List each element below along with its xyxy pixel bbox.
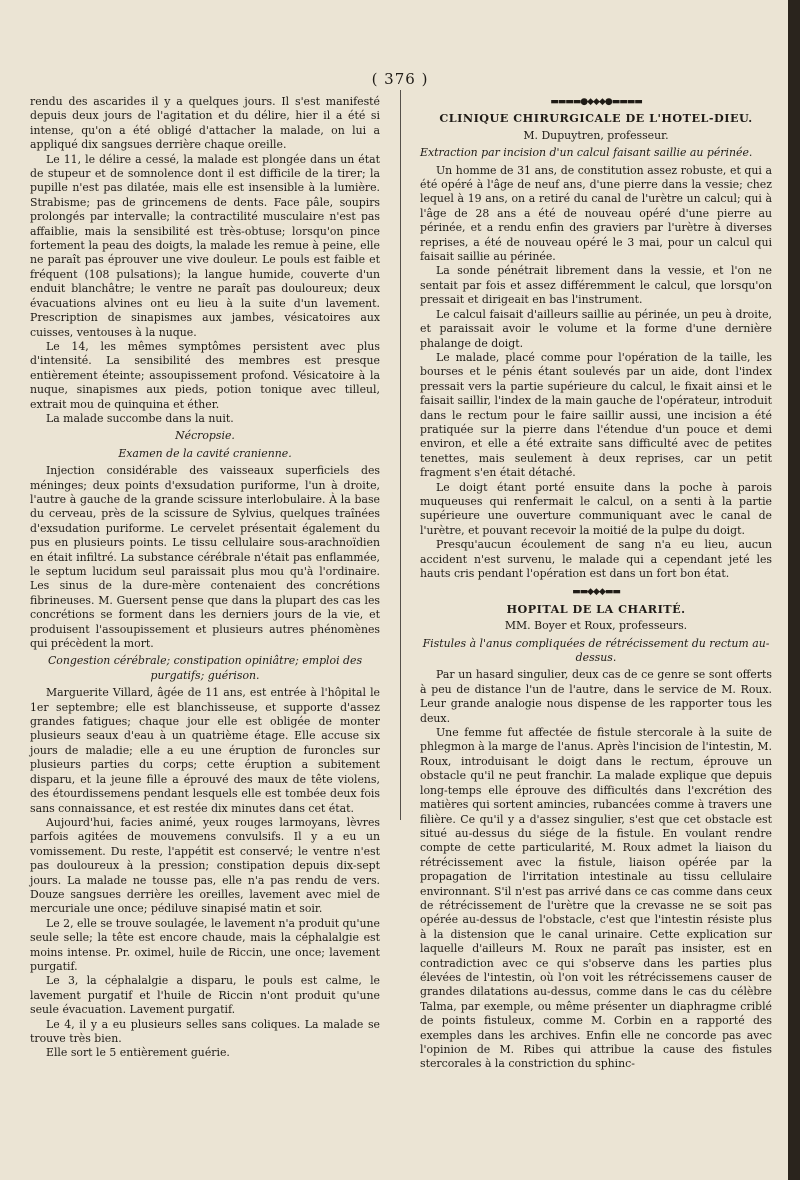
paragraph: Aujourd'hui, facies animé, yeux rouges larmoyans, lèvres parfois agitées de mouvemens convulsifs. Il y a eu un vomissement. Du reste, l'appétit est conservé; le ventre n'est pas douloureux à la pression; constipation depuis dix-sept jours. La malade ne tousse pas, elle n'a pas rendu de vers. Douze sangsues derrière les oreilles, lavement avec miel de mercuriale une once; pédiluve sinapisé matin et soir. [30, 815, 380, 916]
ornament-divider: ▬▬◆◆◆▬▬ [572, 587, 620, 598]
paragraph: rendu des ascarides il y a quelques jours. Il s'est manifesté depuis deux jours de l'agitation et du délire, hier il a été si intense, qu'on a été obligé d'attacher la malade, on lui a appliqué dix sangsues derrière chaque oreille. [30, 95, 380, 152]
paragraph: Elle sort le 5 entièrement guérie. [46, 1046, 230, 1060]
paragraph: La malade succombe dans la nuit. [46, 411, 234, 425]
page-edge-shadow [788, 0, 800, 1180]
left-column [30, 95, 380, 1061]
section-heading-clinique: CLINIQUE CHIRURGICALE DE L'HOTEL-DIEU. [439, 111, 753, 126]
paragraph: Un homme de 31 ans, de constitution assez robuste, et qui a été opéré à l'âge de neuf ans, d'une pierre dans la vessie; chez lequel à 19 ans, on a retiré du canal de l'urètre un calcul; qui à l'âge de 28 ans a été de nouveau opéré d'une pierre au périnée, et a rendu enfin des graviers par l'urètre à diverses reprises, a été de nouveau opéré le 3 mai, pour un calcul qui faisait saillie au périnée. [420, 163, 772, 264]
paragraph: Par un hasard singulier, deux cas de ce genre se sont offerts à peu de distance l'un de l'autre, dans le service de M. Roux. Leur grande analogie nous dispense de les rapporter tous les deux. [420, 668, 772, 725]
paragraph: Le malade, placé comme pour l'opération de la taille, les bourses et le pénis étant soulevés par un aide, dont l'index pressait vers la partie supérieure du calcul, le fixait ainsi et le faisait saillir, l'index de la main gauche de l'opérateur, introduit dans le rectum pour le faire saillir aussi, une incision a été pratiquée sur la pierre dans l'étendue d'un pouce et demi environ, et elle a été extraite sans difficulté avec de petites tenettes, mais seulement à deux reprises, car un petit fragment s'en était détaché. [420, 350, 772, 480]
paragraph: Injection considérable des vaisseaux superficiels des méninges; deux points d'exsudation puriforme, l'un à droite, l'autre à gauche de la grande scissure interlobulaire. À la base du cerveau, près de la scissure de Sylvius, quelques traînées d'exsudation puriforme. Le cervelet présentait également du pus en plusieurs points. Le tissu cellulaire sous-arachnoïdien en était infiltré. La substance cérébrale n'était pas enflammée, le septum lucidum seul paraissait plus mou qu'à l'ordinaire. Les sinus de la dure-mère contenaient des concrétions fibrineuses. M. Guersent pense que dans la plupart des cas les concrétions se forment dans les derniers jours de la vie, et produisent l'assoupissement et plusieurs autres phénomènes qui précèdent la mort. [30, 464, 380, 651]
page-number: ( 376 ) [371, 70, 429, 88]
paragraph: Le 4, il y a eu plusieurs selles sans coliques. La malade se trouve très bien. [30, 1017, 380, 1045]
author-line: M. Dupuytren, professeur. [523, 128, 669, 142]
paragraph: Le doigt étant porté ensuite dans la poche à parois muqueuses qui renfermait le calcul, on a senti à la partie supérieure une ouverture communiquant avec le canal de l'urètre, et pouvant recevoir la moitié de la pulpe du doigt. [420, 480, 772, 537]
column-divider [400, 90, 401, 820]
paragraph: Le 14, les mêmes symptômes persistent avec plus d'intensité. La sensibilité des membres est presque entièrement éteinte; assoupissement profond. Vésicatoire à la nuque, sinapismes aux pieds, potion tonique avec tilleul, extrait mou de quinquina et éther. [30, 339, 380, 411]
paragraph: La sonde pénétrait librement dans la vessie, et l'on ne sentait par fois et assez différemment le calcul, que lorsqu'on pressait et dirigeait en bas l'instrument. [420, 264, 772, 307]
paragraph: Une femme fut affectée de fistule stercorale à la suite de phlegmon à la marge de l'anus. Après l'incision de l'intestin, M. Roux, introduisant le doigt dans le rectum, éprouve un obstacle qu'il ne peut franchir. La malade explique que depuis long-temps elle éprouve des difficultés dans l'excrétion des matières qui sortent amincies, rubancées comme à travers une filière. Ce qu'il y a d'assez singulier, s'est que cet obstacle est situé au-dessus du siége de la fistule. En voulant rendre compte de cette particularité, M. Roux admet la liaison du rétrécissement avec la fistule, liaison opérée par la propagation de l'irritation intestinale au tissu cellulaire environnant. S'il n'est pas arrivé dans ce cas comme dans ceux de rétrécissement de l'urètre que la crevasse ne se soit pas opérée au-dessus de l'obstacle, c'est que l'intestin résiste plus à la distension que le canal urinaire. Cette explication sur laquelle d'ailleurs M. Roux ne paraît pas insister, est en contradiction avec ce qui s'observe dans les parties plus élevées de l'intestin, où l'on voit les rétrécissemens causer de grandes dilatations au-dessus, comme dans le cas du célèbre Talma, par exemple, ou même présenter un diaphragme criblé de points fistuleux, comme M. Corbin en a rapporté des exemples dans les archives. Enfin elle ne concorde pas avec l'opinion de M. Ribes qui attribue la cause des fistules stercorales à la constriction du sphinc- [420, 726, 772, 1071]
case-title: Congestion cérébrale; constipation opiniâtre; emploi des purgatifs; guérison. [47, 654, 363, 682]
subheading-examen: Examen de la cavité cranienne. [118, 446, 292, 460]
ornament-divider: ▬▬▬▬●◆◆◆●▬▬▬▬ [550, 97, 642, 107]
section-heading-charite: HOPITAL DE LA CHARITÉ. [506, 601, 686, 616]
paragraph: Le 2, elle se trouve soulagée, le lavement n'a produit qu'une seule selle; la tête est encore chaude, mais la céphalalgie est moins intense. Pr. oximel, huile de Riccin, une once; lavement purgatif. [30, 916, 380, 973]
paragraph: Le calcul faisait d'ailleurs saillie au périnée, un peu à droite, et paraissait avoir le volume et la forme d'une dernière phalange de doigt. [420, 307, 772, 350]
paragraph: Le 11, le délire a cessé, la malade est plongée dans un état de stupeur et de somnolence dont il est difficile de la tirer; la pupille n'est pas dilatée, mais elle est insensible à la lumière. Strabisme; pas de grincemens de dents. Face pâle, soupirs prolongés par intervalle; la contractilité musculaire n'est pas affaiblie, mais la sensibilité est très-obtuse; lorsqu'on pince fortement la peau des doigts, la malade les remue à peine, elle ne paraît pas éprouver une vive douleur. Le pouls est faible et fréquent (108 pulsations); la langue humide, couverte d'un enduit blanchâtre; le ventre ne paraît pas douloureux; deux évacuations alvines ont eu lieu à la suite d'un lavement. Prescription de sinapismes aux jambes, vésicatoires aux cuisses, ventouses à la nuque. [30, 152, 380, 339]
case-title: Extraction par incision d'un calcul faisant saillie au périnée. [420, 146, 753, 160]
subheading-necropsie: Nécropsie. [175, 429, 235, 443]
paragraph: Presqu'aucun écoulement de sang n'a eu lieu, aucun accident n'est survenu, le malade qui a cependant jeté les hauts cris pendant l'opération est dans un fort bon état. [420, 538, 772, 580]
author-line: MM. Boyer et Roux, professeurs. [504, 619, 688, 633]
right-column [420, 95, 772, 1072]
case-title: Fistules à l'anus compliquées de rétrécissement du rectum au-dessus. [422, 636, 770, 665]
paragraph: Le 3, la céphalalgie a disparu, le pouls est calme, le lavement purgatif et l'huile de Riccin n'ont produit qu'une seule évacuation. Lavement purgatif. [30, 974, 380, 1017]
paragraph: Marguerite Villard, âgée de 11 ans, est entrée à l'hôpital le 1er septembre; elle est blanchisseuse, et supporte d'assez grandes fatigues; chaque jour elle est obligée de monter plusieurs seaux d'eau à un quatrième étage. Elle accuse six jours de maladie; elle a eu une éruption de furoncles sur plusieurs parties du corps; cette éruption a subitement disparu, et la jeune fille a éprouvé des maux de tête violens, des étourdissemens pendant lesquels elle est tombée deux fois sans connaissance, et est restée dix minutes dans cet état. [30, 686, 380, 815]
